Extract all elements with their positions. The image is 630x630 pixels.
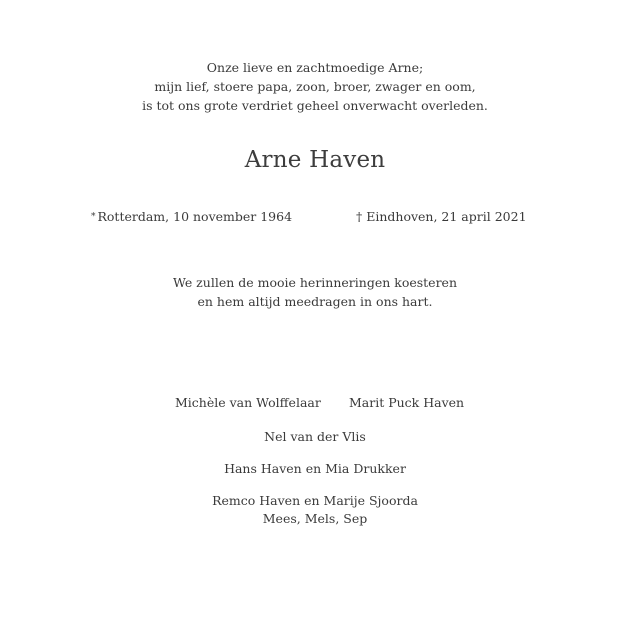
signatory-children: Mees, Mels, Sep [262, 511, 368, 526]
intro-line-3: is tot ons grote verdriet geheel onverwacht overleden. [142, 98, 488, 113]
birth-place-date: Rotterdam, 10 november 1964 [97, 209, 293, 224]
birth-mark: * [91, 212, 96, 222]
signatory-partner: Michèle van Wolffelaar [175, 395, 321, 410]
signatory-brother-2: Remco Haven en Marije Sjoorda [212, 493, 418, 508]
verse-line-1: We zullen de mooie herinneringen koesteren [172, 275, 458, 290]
death-date: † Eindhoven, 21 april 2021 [356, 209, 527, 224]
intro-line-1: Onze lieve en zachtmoedige Arne; [206, 60, 424, 75]
signatory-mother: Nel van der Vlis [264, 429, 366, 444]
verse-line-2: en hem altijd meedragen in ons hart. [197, 294, 433, 309]
intro-line-2: mijn lief, stoere papa, zoon, broer, zwager en oom, [154, 79, 476, 94]
birth-date [91, 209, 292, 224]
signatory-brother: Hans Haven en Mia Drukker [224, 461, 406, 476]
deceased-name: Arne Haven [244, 147, 386, 173]
signatory-daughter: Marit Puck Haven [349, 395, 465, 410]
